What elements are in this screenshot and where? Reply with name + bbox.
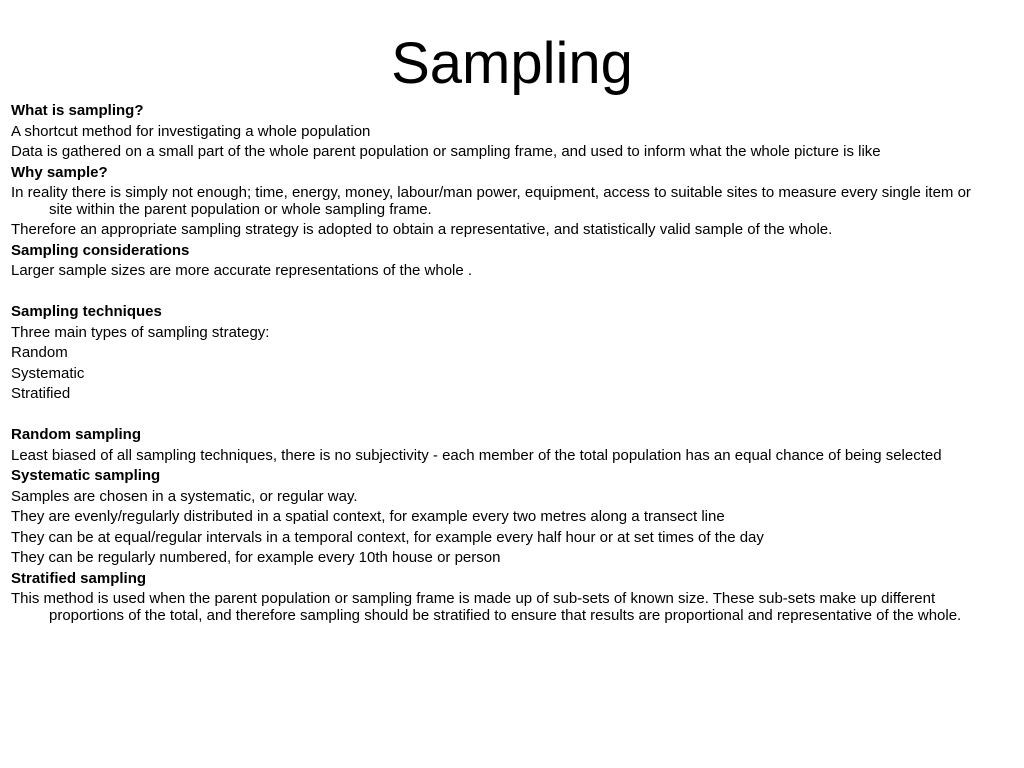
paragraph xyxy=(11,284,976,301)
paragraph: What is sampling? xyxy=(11,102,144,119)
paragraph: Random xyxy=(11,344,68,361)
paragraph: Data is gathered on a small part of the whole parent population or sampling frame, and used to inform what the whole picture is like xyxy=(11,143,881,160)
paragraph: Samples are chosen in a systematic, or regular way. xyxy=(11,487,358,505)
paragraph: Sampling techniques xyxy=(11,303,162,320)
paragraph: Why sample? xyxy=(11,163,108,181)
paragraph: Random sampling xyxy=(11,426,142,443)
paragraph: In reality there is simply not enough; time, energy, money, labour/man power, equipment, access to suitable sites to measure every single item or site within the parent population or whole sampling frame. xyxy=(11,184,971,218)
paragraph: A shortcut method for investigating a whole population xyxy=(11,122,371,140)
slide-body xyxy=(11,103,976,628)
paragraph: This method is used when the parent population or sampling frame is made up of sub-sets of known size. These sub-sets make up different proportions of the total, and therefore sampling should be stratified to ensure that results are proportional and representative of the whole. xyxy=(11,590,962,624)
paragraph xyxy=(11,407,976,424)
paragraph: They can be regularly numbered, for example every 10th house or person xyxy=(11,549,501,566)
slide-title: Sampling xyxy=(391,31,633,96)
paragraph: Systematic sampling xyxy=(11,467,161,484)
paragraph: They are evenly/regularly distributed in a spatial context, for example every two metres along a transect line xyxy=(11,508,725,525)
paragraph: Sampling considerations xyxy=(11,241,190,259)
paragraph: Therefore an appropriate sampling strategy is adopted to obtain a representative, and statistically valid sample of the whole. xyxy=(11,221,833,238)
paragraph: Systematic xyxy=(11,364,85,382)
paragraph: Three main types of sampling strategy: xyxy=(11,323,270,341)
paragraph: They can be at equal/regular intervals in a temporal context, for example every half hour or at set times of the day xyxy=(11,528,764,546)
paragraph: Stratified sampling xyxy=(11,569,147,587)
paragraph: Stratified xyxy=(11,385,71,402)
paragraph: Least biased of all sampling techniques, there is no subjectivity - each member of the total population has an equal chance of being selected xyxy=(11,446,942,464)
paragraph: Larger sample sizes are more accurate representations of the whole . xyxy=(11,262,473,279)
